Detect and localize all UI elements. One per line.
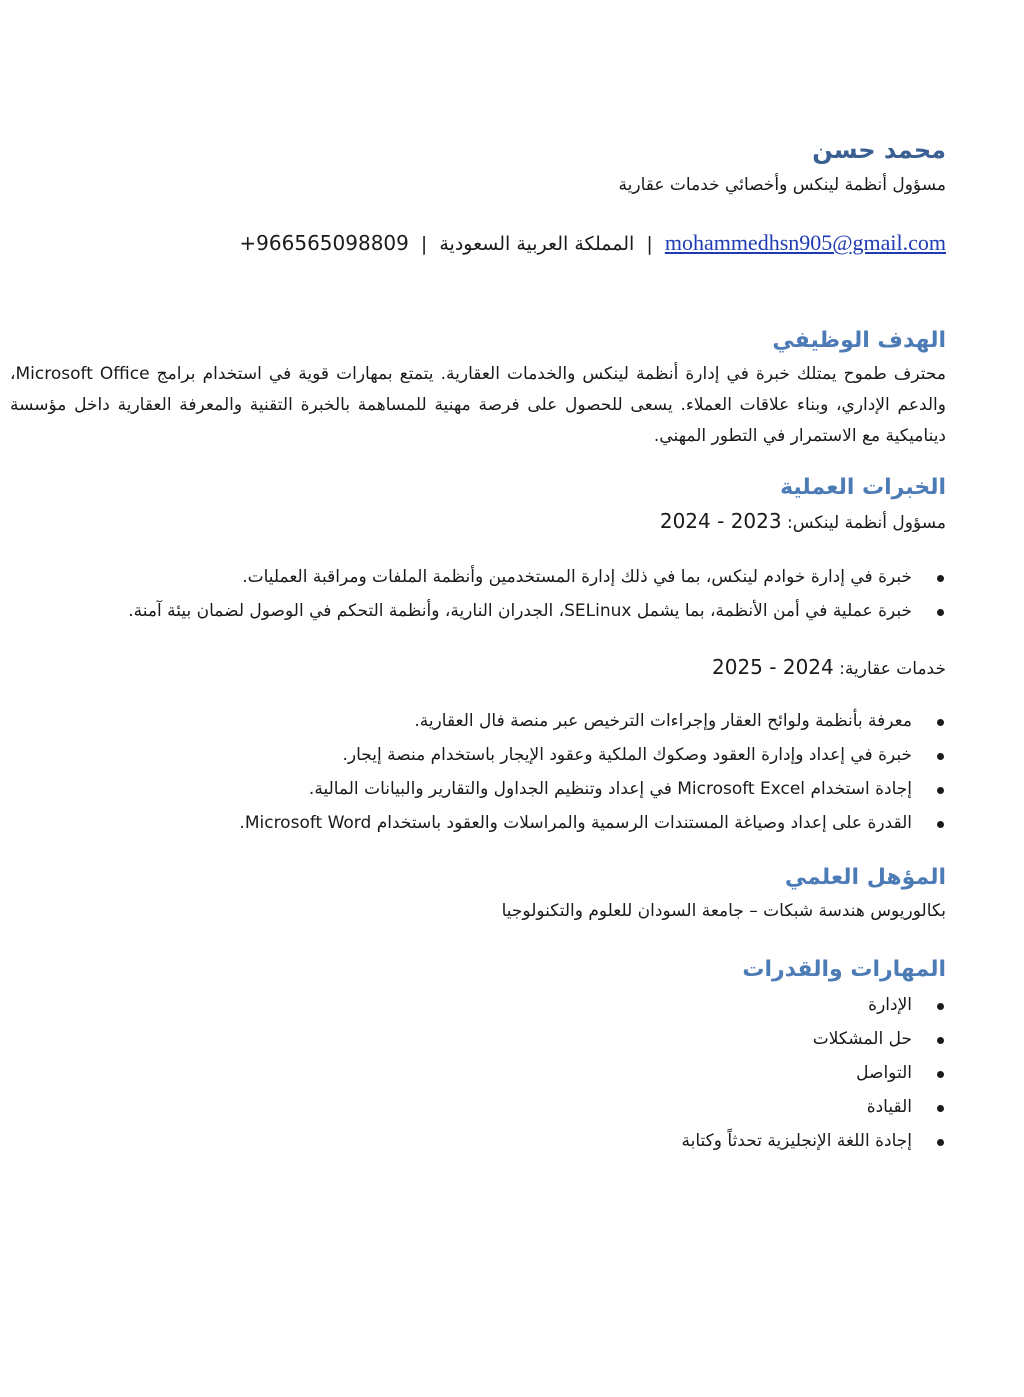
skills-title: المهارات والقدرات [742,957,946,982]
job-bullets [10,560,946,628]
objective-section [10,323,946,452]
degree-text: بكالوريوس هندسة شبكات – جامعة السودان للعلوم والتكنولوجيا [501,901,946,921]
list-item: معرفة بأنظمة ولوائح العقار وإجراءات الترخيص عبر منصة فال العقارية. [10,704,912,738]
list-item: حل المشكلات [10,1022,912,1056]
skills-list [10,988,946,1158]
contact-separator: | [420,233,428,255]
candidate-name: محمد حسن [812,136,946,164]
list-item: خبرة في إدارة خوادم لينكس، بما في ذلك إدارة المستخدمين وأنظمة الملفات ومراقبة العمليات. [10,560,912,594]
list-item: إجادة اللغة الإنجليزية تحدثاً وكتابة [10,1124,912,1158]
job-bullets [10,704,946,840]
contact-separator: | [646,233,653,255]
resume-content [10,130,946,1158]
job-title [10,652,946,684]
experience-title: الخبرات العملية [780,475,946,500]
candidate-subtitle: مسؤول أنظمة لينكس وأخصائي خدمات عقارية [618,175,946,195]
contact-line [10,228,946,259]
job-dates: 2024 - 2025 [712,655,834,679]
list-item: القيادة [10,1090,912,1124]
list-item: الإدارة [10,988,912,1022]
list-item: التواصل [10,1056,912,1090]
list-item: إجادة استخدام Microsoft Excel في إعداد وتنظيم الجداول والتقارير والبيانات المالية. [10,772,912,806]
objective-text: محترف طموح يمتلك خبرة في إدارة أنظمة لينكس والخدمات العقارية. يتمتع بمهارات قوية في استخدام برامج Microsoft Office، والدعم الإداري، وبناء علاقات العملاء. يسعى للحصول على فرصة مهنية للمساهمة بالخبرة التقنية والمعرفة العقارية داخل مؤسسة ديناميكية مع الاستمرار في التطور المهني. [10,364,947,446]
job-role: خدمات عقارية: [839,659,946,679]
location-text: المملكة العربية السعودية [439,233,635,255]
education-title: المؤهل العلمي [784,865,946,890]
skills-section [10,952,946,1158]
experience-section [10,470,946,840]
job-role: مسؤول أنظمة لينكس: [787,513,946,533]
job-title [10,506,946,538]
job-dates: 2023 - 2024 [659,509,782,533]
list-item: خبرة عملية في أمن الأنظمة، بما يشمل SELinux، الجدران النارية، وأنظمة التحكم في الوصول لضمان بيئة آمنة. [10,594,912,628]
list-item: القدرة على إعداد وصياغة المستندات الرسمية والمراسلات والعقود باستخدام Microsoft Word. [10,806,912,840]
phone-text: +966565098809 [239,231,409,255]
education-section [10,860,946,926]
list-item: خبرة في إعداد وإدارة العقود وصكوك الملكية وعقود الإيجار باستخدام منصة إيجار. [10,738,912,772]
objective-title: الهدف الوظيفي [772,328,946,353]
email-link[interactable]: mohammedhsn905@gmail.com [664,230,946,255]
